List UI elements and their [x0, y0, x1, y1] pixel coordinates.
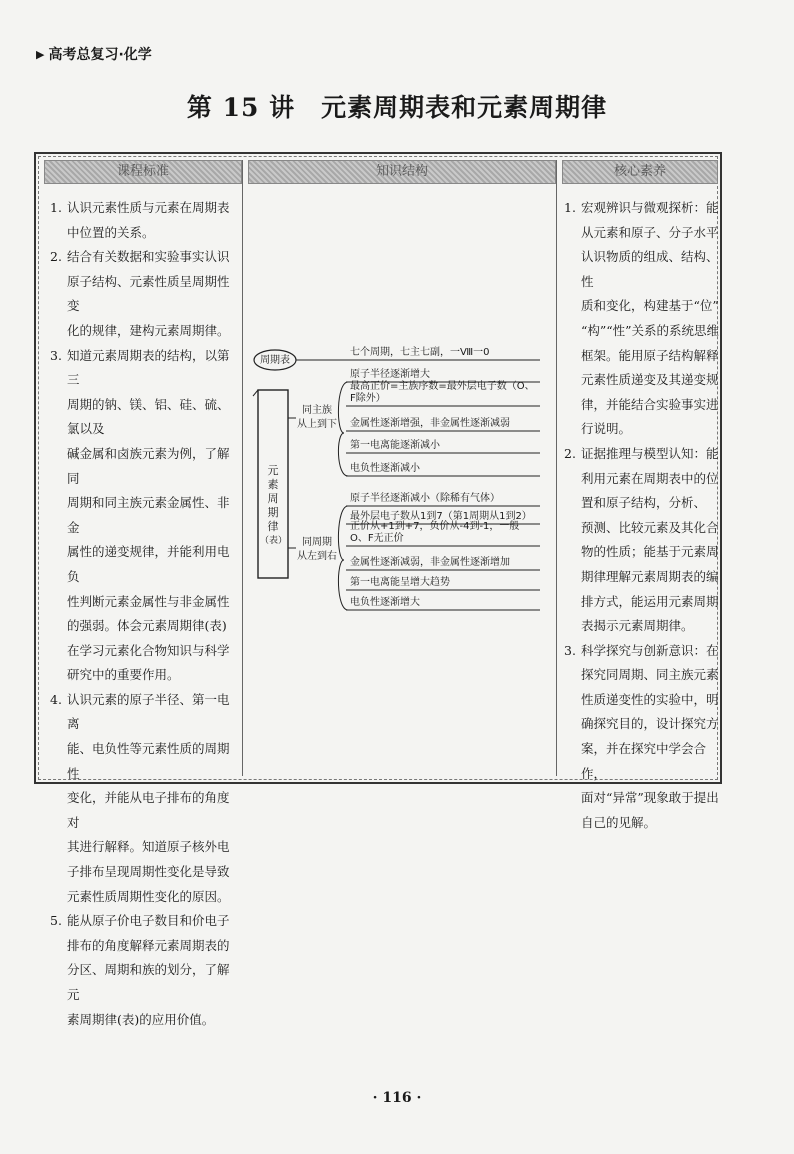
trend-item [350, 463, 420, 475]
item-line: 的强弱。体会元素周期律(表) [67, 618, 227, 634]
trend-item-line: 金属性逐渐减弱，非金属性逐渐增加 [350, 557, 510, 568]
item-line: 质和变化，构建基于“位” [581, 298, 719, 314]
item-line: 证据推理与模型认知：能 [581, 445, 719, 461]
item-line: 周期和同主族元素金属性、非金 [67, 495, 230, 535]
item-line: “构”“性”关系的系统思维 [581, 322, 720, 338]
item-line: 从元素和原子、分子水平 [581, 224, 719, 240]
column-header-structure: 知识结构 [248, 160, 556, 184]
root-node-periodic-law [260, 464, 286, 548]
item-line: 结合有关数据和实验事实认识 [67, 249, 230, 265]
item-number: 2. [564, 445, 576, 461]
trend-item-line: 原子半径逐渐增大 [350, 369, 430, 380]
item-line: 元素性质递变及其递变规 [581, 372, 719, 388]
item-line: 属性的递变规律，并能利用电负 [67, 544, 230, 584]
item-line: 子排布呈现周期性变化是导致 [67, 864, 230, 880]
item-number: 1. [50, 200, 62, 215]
item-number: 3. [564, 642, 576, 658]
item-line: 中位置的关系。 [67, 224, 155, 240]
item-line: 律，并能结合实验事实进 [581, 396, 719, 412]
trend-item [350, 597, 420, 609]
trend-item [350, 418, 510, 430]
item-line: 认识元素的原子半径、第一电离 [67, 691, 230, 732]
item-line: 其进行解释。知道原子核外电 [67, 839, 230, 855]
item-line: 化的规律，建构元素周期律。 [67, 322, 230, 338]
root-char: 律 [267, 520, 279, 533]
item-line: 性判断元素金属性与非金属性 [67, 593, 230, 609]
column-header-standards: 课程标准 [44, 160, 242, 184]
page-title: 第 15 讲 元素周期表和元素周期律 [186, 93, 608, 122]
root-char: 周 [267, 492, 279, 505]
item-number: 4. [50, 691, 62, 707]
literacy-item [564, 442, 720, 639]
item-line: 科学探究与创新意识：在 [581, 642, 719, 658]
item-line: 排布的角度解释元素周期表的 [67, 937, 230, 953]
trend-item-line: O、F无正价 [350, 533, 404, 544]
root-char: 元 [267, 464, 279, 477]
core-literacy-list [564, 196, 720, 835]
item-line: 自己的见解。 [581, 814, 657, 830]
item-line: 分区、周期和族的划分，了解元 [67, 962, 230, 1002]
item-line: 排方式，能运用元素周期 [581, 593, 719, 609]
item-line: 框架。能用原子结构解释 [581, 347, 719, 363]
item-number: 3. [50, 347, 62, 363]
root-char: 素 [267, 478, 279, 491]
item-line: 期律理解元素周期表的编 [581, 568, 719, 584]
item-line: 认识元素性质与元素在周期表 [67, 200, 230, 215]
root-char: 期 [267, 506, 279, 519]
item-line: 探究同周期、同主族元素 [581, 667, 719, 683]
item-line: 物的性质；能基于元素周 [581, 544, 719, 560]
trend-item-line: F除外） [350, 393, 386, 404]
trend-item-line: 正价从+1到+7，负价从-4到-1，一般 [350, 521, 520, 532]
standard-item [50, 196, 240, 245]
item-line: 预测、比较元素及其化合 [581, 519, 719, 535]
triangle-icon: ▶ [36, 47, 45, 61]
item-line: 能、电负性等元素性质的周期性 [67, 741, 230, 781]
standard-item [50, 245, 240, 343]
literacy-item [564, 639, 720, 836]
trend-item-line: 第一电离能逐渐减小 [350, 440, 440, 451]
item-line: 原子结构、元素性质呈周期性变 [67, 273, 230, 314]
item-line: 行说明。 [581, 421, 632, 437]
standard-item [50, 909, 240, 1032]
trend-item-line: 电负性逐渐增大 [350, 597, 420, 608]
item-line: 认识物质的组成、结构、性 [581, 249, 719, 289]
trend-item [350, 557, 510, 569]
trend-item [350, 577, 450, 589]
item-line: 表揭示元素周期律。 [581, 618, 694, 634]
item-line: 案，并在探究中学会合作， [581, 741, 707, 781]
item-number: 5. [50, 913, 62, 929]
trend-item-line: 金属性逐渐增强，非金属性逐渐减弱 [350, 418, 510, 429]
trend-item-line: 最高正价=主族序数=最外层电子数（O、 [350, 381, 535, 392]
trend-item [350, 440, 440, 452]
item-line: 性质递变性的实验中，明 [581, 691, 719, 707]
item-line: 元素性质周期性变化的原因。 [67, 888, 230, 904]
trend-item-line: 电负性逐渐减小 [350, 463, 420, 474]
item-line: 素周期律(表)的应用价值。 [67, 1011, 215, 1027]
column-divider [242, 160, 243, 776]
trend-item [350, 493, 500, 505]
item-line: 碱金属和卤族元素为例，了解同 [67, 445, 230, 486]
knowledge-structure-diagram [248, 338, 548, 628]
item-number: 1. [564, 200, 576, 215]
trend-item-line: 最外层电子数从1到7（第1周期从1到2） [350, 511, 532, 522]
standard-item [50, 688, 240, 909]
trend-item [350, 381, 535, 405]
item-line: 研究中的重要作用。 [67, 667, 180, 683]
periodic-table-description: 七个周期，七主七副，一Ⅷ一0 [350, 347, 490, 358]
section-label: 高考总复习·化学 [48, 47, 152, 63]
periodic-table-node: 周期表 [260, 355, 290, 366]
period-branch-label: 同周期 从左到右 [297, 537, 337, 562]
item-line: 确探究目的，设计探究方 [581, 716, 719, 732]
item-line: 知道元素周期表的结构，以第三 [67, 347, 230, 388]
item-line: 变化，并能从电子排布的角度对 [67, 790, 230, 830]
column-header-literacy: 核心素养 [562, 160, 718, 184]
standard-item [50, 344, 240, 688]
item-line: 能从原子价电子数目和价电子 [67, 913, 230, 929]
group-branch-label: 同主族 从上到下 [297, 405, 337, 430]
trend-item [350, 521, 519, 545]
curriculum-standards-list [50, 196, 240, 1032]
item-line: 置和原子结构，分析、 [581, 495, 707, 511]
item-line: 面对“异常”现象敢于提出 [581, 790, 719, 806]
page-number: · 116 · [372, 1090, 422, 1106]
trend-item-line: 第一电离能呈增大趋势 [350, 577, 450, 588]
column-divider [556, 160, 557, 776]
item-line: 在学习元素化合物知识与科学 [67, 642, 230, 658]
root-char: （表） [260, 536, 288, 546]
literacy-item [564, 196, 720, 442]
trend-item [350, 369, 430, 381]
item-line: 利用元素在周期表中的位 [581, 470, 719, 486]
item-line: 宏观辨识与微观探析：能 [581, 200, 719, 215]
item-line: 周期的钠、镁、铝、硅、硫、氯以及 [67, 396, 230, 437]
item-number: 2. [50, 249, 62, 265]
section-header [36, 44, 152, 64]
trend-item-line: 原子半径逐渐减小（除稀有气体） [350, 493, 500, 504]
